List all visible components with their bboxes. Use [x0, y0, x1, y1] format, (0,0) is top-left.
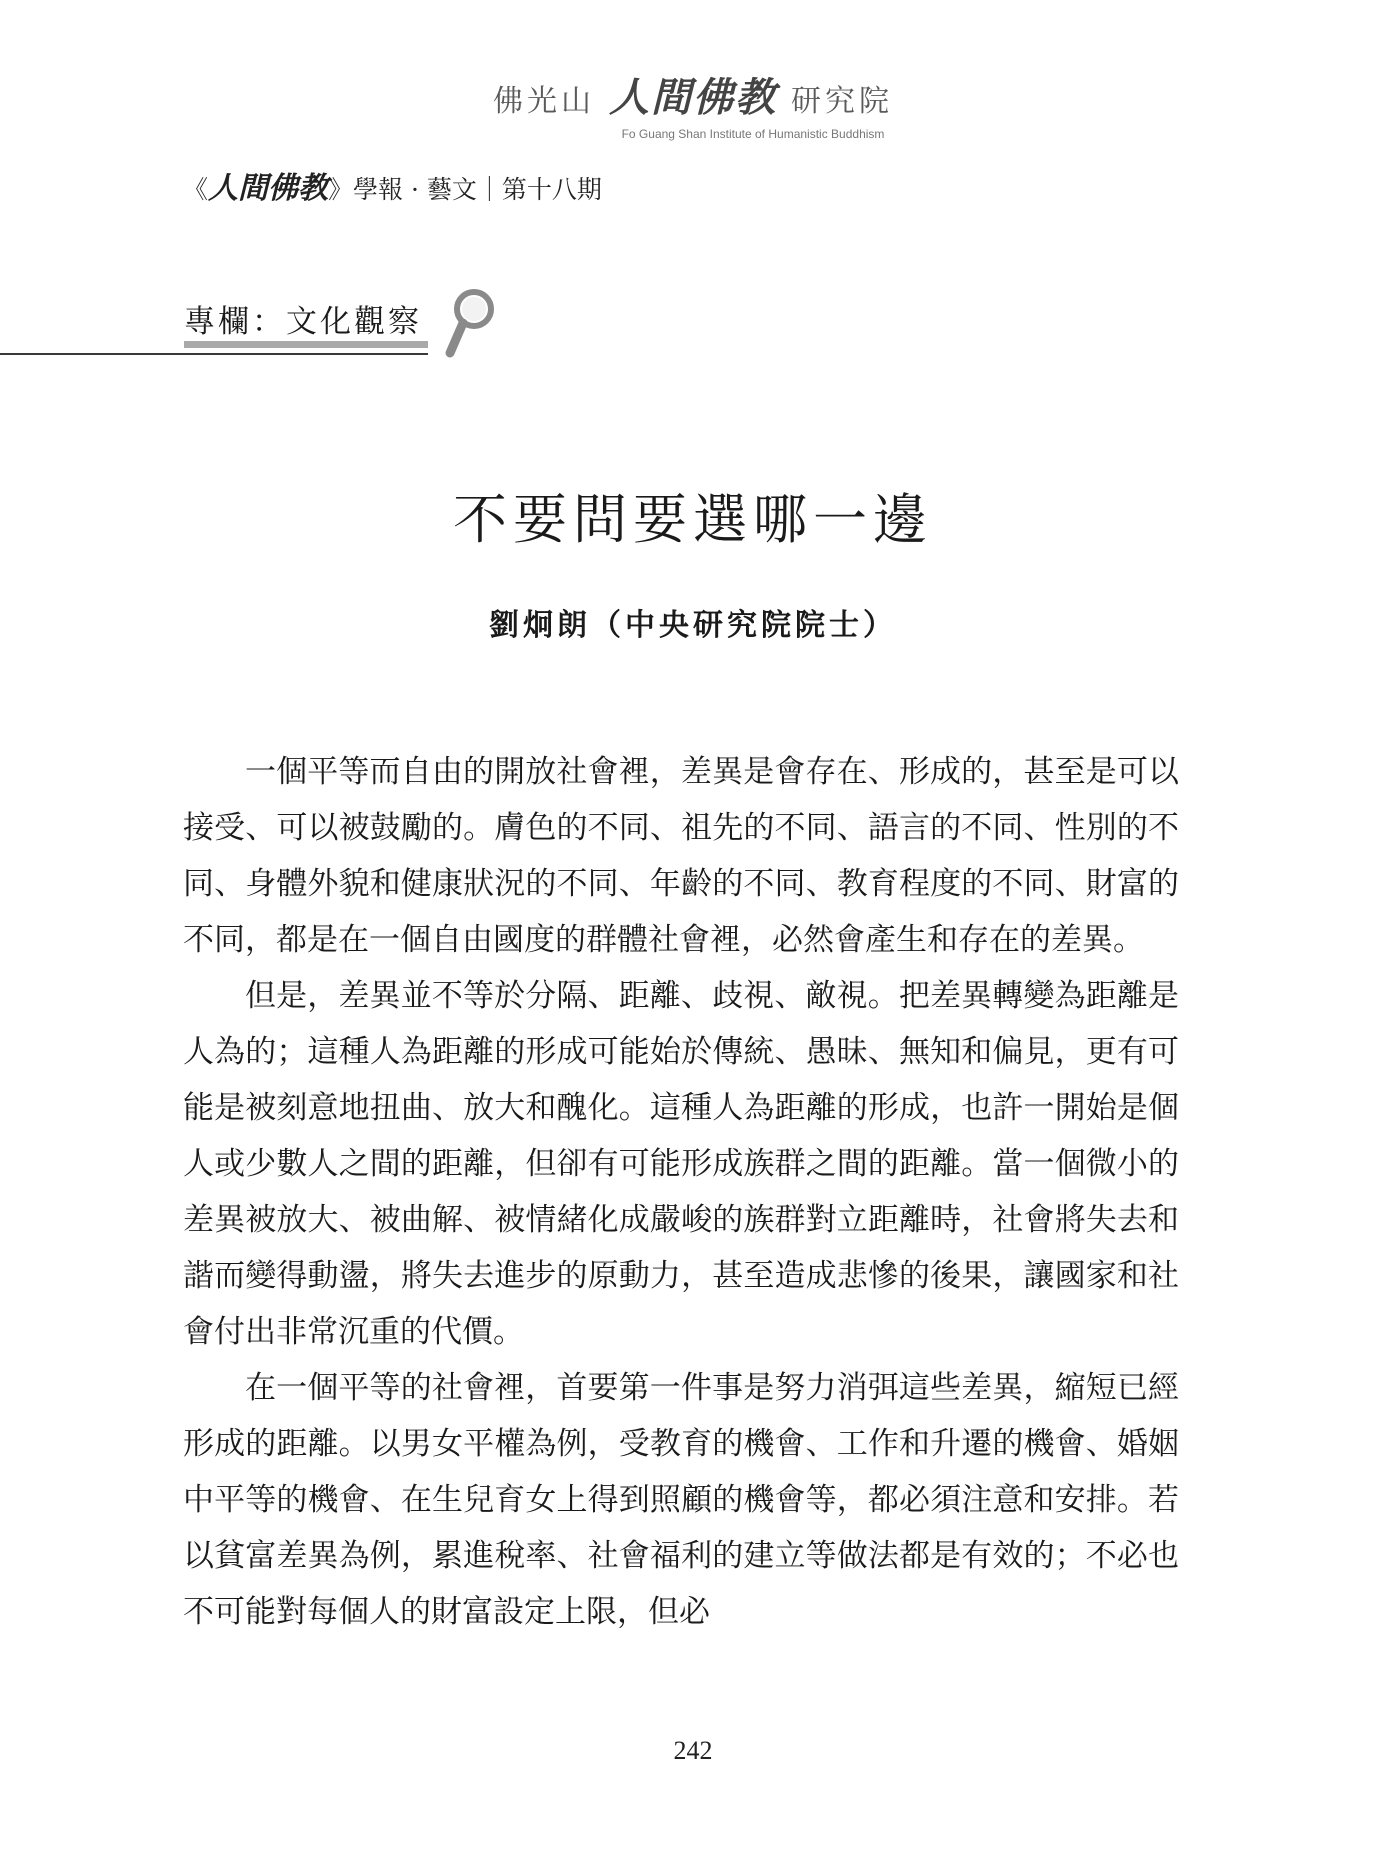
- paragraph: 一個平等而自由的開放社會裡，差異是會存在、形成的，甚至是可以接受、可以被鼓勵的。膚色的不同、祖先的不同、語言的不同、性別的不同、身體外貌和健康狀況的不同、年齡的不同、教育程度的不同、財富的不同，都是在一個自由國度的群體社會裡，必然會產生和存在的差異。: [183, 754, 1179, 958]
- column-label: 專欄：文化觀察: [184, 304, 422, 340]
- journal-issue: 學報 · 藝文｜第十八期: [353, 175, 602, 204]
- column-divider-line: [0, 353, 428, 355]
- institute-name-logo: 人間佛教: [609, 74, 777, 121]
- institute-header: [0, 66, 1386, 141]
- article-body: [183, 744, 1179, 1640]
- article-author: 劉炯朗（中央研究院院士）: [489, 608, 897, 643]
- journal-name: 人間佛教: [208, 171, 329, 206]
- magnifier-icon: [440, 285, 500, 365]
- journal-close-bracket: 》: [328, 175, 354, 204]
- institute-name-english: Fo Guang Shan Institute of Humanistic Buddhism: [621, 127, 885, 141]
- page-number: 242: [673, 1736, 713, 1765]
- paragraph: 但是，差異並不等於分隔、距離、歧視、敵視。把差異轉變為距離是人為的；這種人為距離的形成可能始於傳統、愚昧、無知和偏見，更有可能是被刻意地扭曲、放大和醜化。這種人為距離的形成，也許一開始是個人或少數人之間的距離，但卻有可能形成族群之間的距離。當一個微小的差異被放大、被曲解、被情緒化成嚴峻的族群對立距離時，社會將失去和諧而變得動盪，將失去進步的原動力，甚至造成悲慘的後果，讓國家和社會付出非常沉重的代價。: [183, 978, 1179, 1350]
- article-title: 不要問要選哪一邊: [453, 488, 933, 551]
- paragraph: 在一個平等的社會裡，首要第一件事是努力消弭這些差異，縮短已經形成的距離。以男女平權為例，受教育的機會、工作和升遷的機會、婚姻中平等的機會、在生兒育女上得到照顧的機會等，都必須注意和安排。若以貧富差異為例，累進稅率、社會福利的建立等做法都是有效的；不必也不可能對每個人的財富設定上限，但必: [183, 1370, 1179, 1630]
- journal-open-bracket: 《: [183, 175, 209, 204]
- journal-header: [183, 163, 602, 207]
- institute-name-prefix: 佛光山: [493, 84, 595, 119]
- column-underline-bar: [184, 341, 428, 348]
- institute-name-suffix: 研究院: [791, 84, 893, 119]
